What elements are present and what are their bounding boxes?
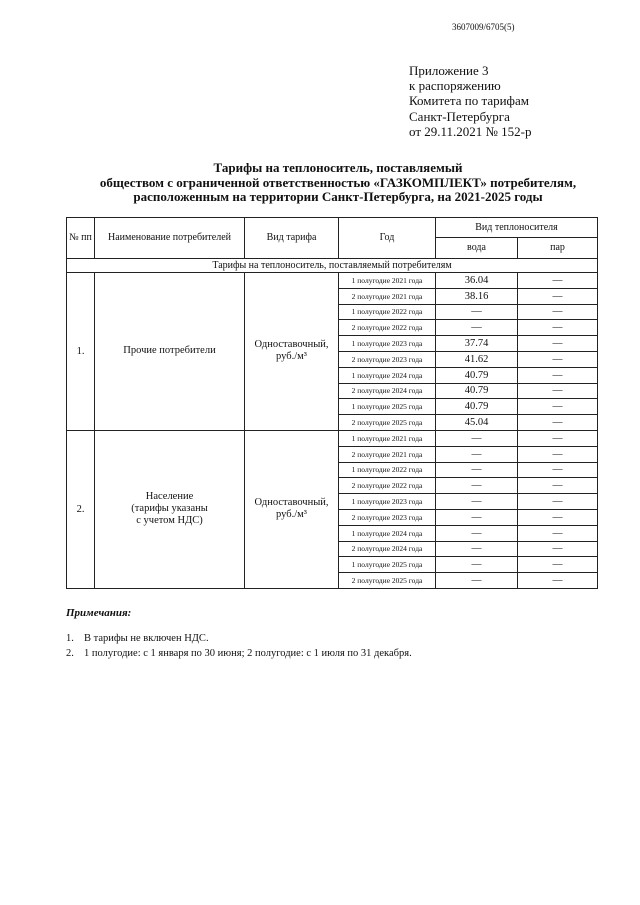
steam-value: —	[518, 509, 598, 525]
steam-value: —	[518, 351, 598, 367]
steam-value: —	[518, 462, 598, 478]
period-cell: 2 полугодие 2024 года	[339, 383, 436, 399]
steam-value: —	[518, 304, 598, 320]
steam-value: —	[518, 336, 598, 352]
steam-value: —	[518, 494, 598, 510]
period-cell: 1 полугодие 2025 года	[339, 399, 436, 415]
tariff-type: Одноставочный, руб./м³	[245, 273, 339, 431]
steam-value: —	[518, 430, 598, 446]
steam-value: —	[518, 399, 598, 415]
steam-value: —	[518, 383, 598, 399]
steam-value: —	[518, 415, 598, 431]
consumer-line: Население	[145, 491, 194, 503]
water-value: 41.62	[436, 351, 518, 367]
tariff-table	[66, 217, 598, 589]
document-number: 3607009/6705(5)	[452, 22, 515, 32]
table-row	[67, 273, 598, 289]
document-title	[40, 161, 636, 205]
appendix-line: от 29.11.2021 № 152-р	[409, 123, 532, 139]
section-title: Тарифы на теплоноситель, поставляемый потребителям	[67, 259, 598, 273]
header-num: № пп	[67, 218, 95, 259]
water-value: —	[436, 462, 518, 478]
period-cell: 2 полугодие 2023 года	[339, 509, 436, 525]
water-value: —	[436, 494, 518, 510]
appendix-block	[409, 63, 532, 139]
steam-value: —	[518, 525, 598, 541]
note-number: 1.	[66, 633, 74, 644]
steam-value: —	[518, 367, 598, 383]
water-value: —	[436, 509, 518, 525]
water-value: —	[436, 478, 518, 494]
consumer-line: с учетом НДС)	[136, 515, 203, 527]
table-row	[67, 430, 598, 446]
steam-value: —	[518, 557, 598, 573]
note-item	[66, 647, 412, 662]
water-value: —	[436, 320, 518, 336]
period-cell: 1 полугодие 2022 года	[339, 304, 436, 320]
period-cell: 1 полугодие 2023 года	[339, 336, 436, 352]
water-value: 36.04	[436, 273, 518, 289]
title-line: расположенным на территории Санкт-Петербурга, на 2021-2025 годы	[133, 189, 543, 205]
consumer-name	[95, 430, 245, 588]
header-consumer: Наименование потребителей	[95, 218, 245, 259]
title-line: обществом с ограниченной ответственностью «ГАЗКОМПЛЕКТ» потребителям,	[99, 174, 577, 190]
water-value: —	[436, 557, 518, 573]
appendix-line: Приложение 3	[409, 63, 489, 78]
note-text: 1 полугодие: с 1 января по 30 июня; 2 полугодие: с 1 июля по 31 декабря.	[84, 647, 412, 659]
period-cell: 1 полугодие 2021 года	[339, 273, 436, 289]
water-value: —	[436, 446, 518, 462]
period-cell: 2 полугодие 2025 года	[339, 573, 436, 589]
water-value: —	[436, 525, 518, 541]
period-cell: 2 полугодие 2022 года	[339, 320, 436, 336]
period-cell: 1 полугодие 2021 года	[339, 430, 436, 446]
note-text: В тарифы не включен НДС.	[84, 633, 209, 644]
steam-value: —	[518, 478, 598, 494]
header-steam: пар	[518, 238, 598, 259]
steam-value: —	[518, 320, 598, 336]
header-water: вода	[436, 238, 518, 259]
period-cell: 1 полугодие 2022 года	[339, 462, 436, 478]
steam-value: —	[518, 288, 598, 304]
period-cell: 1 полугодие 2023 года	[339, 494, 436, 510]
note-number: 2.	[66, 647, 74, 659]
row-number: 2.	[67, 430, 95, 588]
period-cell: 2 полугодие 2025 года	[339, 415, 436, 431]
header-year: Год	[339, 218, 436, 259]
water-value: 40.79	[436, 383, 518, 399]
row-number: 1.	[67, 273, 95, 431]
period-cell: 1 полугодие 2024 года	[339, 367, 436, 383]
appendix-line: Санкт-Петербурга	[409, 108, 510, 124]
water-value: 45.04	[436, 415, 518, 431]
water-value: —	[436, 430, 518, 446]
title-line: Тарифы на теплоноситель, поставляемый	[213, 160, 463, 175]
appendix-line: к распоряжению	[409, 78, 501, 94]
notes-title: Примечания:	[66, 607, 132, 619]
water-value: —	[436, 573, 518, 589]
period-cell: 2 полугодие 2021 года	[339, 446, 436, 462]
period-cell: 2 полугодие 2022 года	[339, 478, 436, 494]
notes-list	[66, 632, 412, 661]
steam-value: —	[518, 273, 598, 289]
water-value: 40.79	[436, 399, 518, 415]
period-cell: 2 полугодие 2021 года	[339, 288, 436, 304]
header-carrier-type: Вид теплоносителя	[436, 218, 598, 238]
water-value: —	[436, 304, 518, 320]
header-tariff-type: Вид тарифа	[245, 218, 339, 259]
steam-value: —	[518, 573, 598, 589]
water-value: 40.79	[436, 367, 518, 383]
consumer-line: (тарифы указаны	[131, 503, 208, 515]
steam-value: —	[518, 541, 598, 557]
period-cell: 1 полугодие 2024 года	[339, 525, 436, 541]
tariff-type: Одноставочный, руб./м³	[245, 430, 339, 588]
appendix-line: Комитета по тарифам	[409, 93, 529, 109]
water-value: —	[436, 541, 518, 557]
water-value: 38.16	[436, 288, 518, 304]
steam-value: —	[518, 446, 598, 462]
period-cell: 2 полугодие 2024 года	[339, 541, 436, 557]
period-cell: 2 полугодие 2023 года	[339, 351, 436, 367]
period-cell: 1 полугодие 2025 года	[339, 557, 436, 573]
water-value: 37.74	[436, 336, 518, 352]
note-item	[66, 632, 412, 647]
consumer-name: Прочие потребители	[95, 273, 245, 431]
